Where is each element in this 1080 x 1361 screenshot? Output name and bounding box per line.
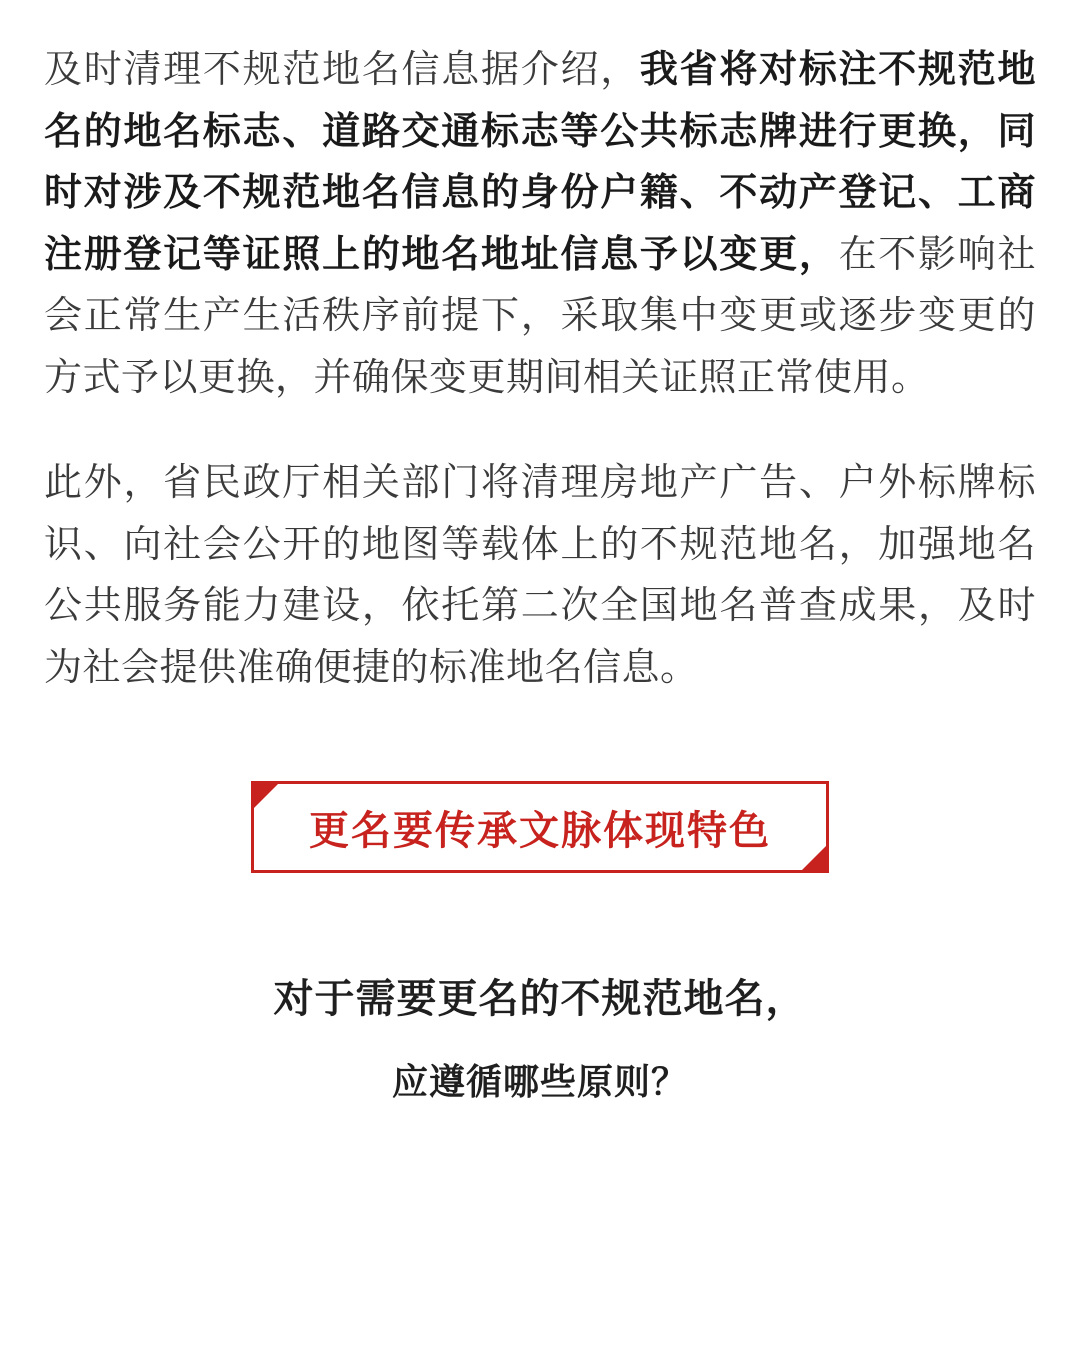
question-line-2: 应遵循哪些原则？ xyxy=(391,1061,688,1103)
paragraph-1-run-1: 我省将对标注不规范地名的地名标志、道路交通标志等公共标志牌进行更换，同时对涉及不规范地名信息的身份户籍、不动产登记、工商注册登记等证照上的地名地址信息予以变更， xyxy=(44,49,1036,276)
question-line-1: 对于需要更名的不规范地名， xyxy=(273,977,807,1022)
banner-corner-top-left-icon xyxy=(251,781,281,811)
section-banner xyxy=(251,781,829,873)
section-banner-label: 更名要传承文脉体现特色 xyxy=(309,808,771,853)
paragraph-1-run-2: 在不影响社会正常生产生活秩序前提下，采取集中变更或逐步变更的方式予以更换，并确保变更期间相关证照正常使用。 xyxy=(44,233,1036,399)
banner-corner-bottom-right-icon xyxy=(799,843,829,873)
paragraph-2 xyxy=(44,453,1036,699)
section-banner-container xyxy=(44,781,1036,873)
paragraph-1 xyxy=(44,40,1036,409)
paragraph-1-run-0: 及时清理不规范地名信息据介绍， xyxy=(44,49,640,91)
paragraph-2-run-0: 此外，省民政厅相关部门将清理房地产广告、户外标牌标识、向社会公开的地图等载体上的不规范地名，加强地名公共服务能力建设，依托第二次全国地名普查成果，及时为社会提供准确便捷的标准地名信息。 xyxy=(44,462,1036,689)
question-block xyxy=(44,969,1036,1109)
